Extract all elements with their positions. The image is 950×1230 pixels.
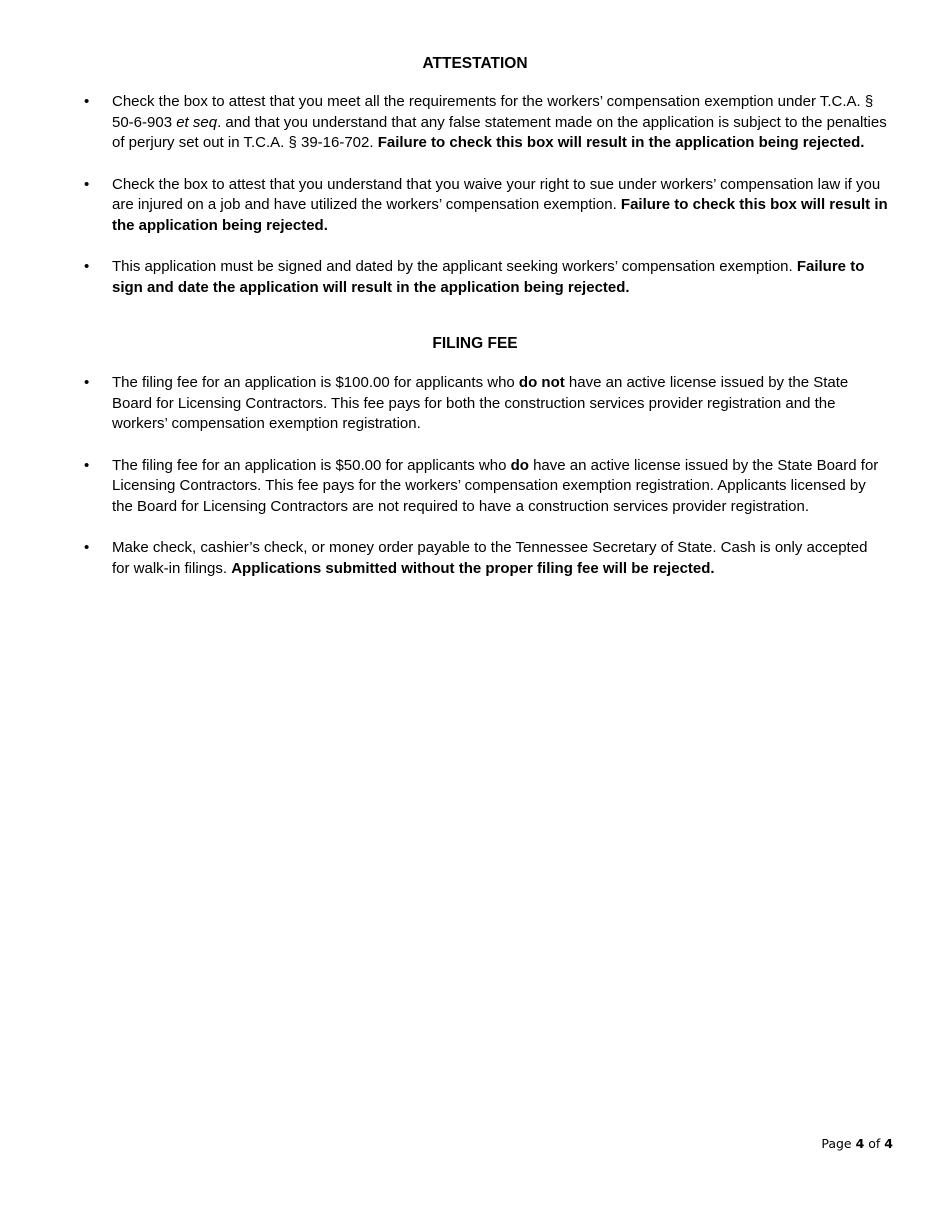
- filing-fee-list: [0, 373, 950, 600]
- attestation-item: • Check the box to attest that you understand that you waive your right to sue under workers’ compensation law if you are injured on a job and have utilized the workers’ compensation exemption. Failure to check this box will result in the application being rejected.: [0, 175, 950, 237]
- page-number: Page 4 of 4: [821, 1136, 893, 1151]
- filing-fee-heading: FILING FEE: [432, 335, 518, 352]
- filing-fee-item: • The filing fee for an application is $50.00 for applicants who do have an active license issued by the State Board for Licensing Contractors. This fee pays for the workers’ compensation exemption registration. Applicants licensed by the Board for Licensing Contractors are not required to have a construction services provider registration.: [0, 456, 950, 518]
- attestation-heading: ATTESTATION: [422, 55, 528, 72]
- attestation-item: • Check the box to attest that you meet all the requirements for the workers’ compensation exemption under T.C.A. § 50-6-903 et seq. and that you understand that any false statement made on the application is subject to the penalties of perjury set out in T.C.A. § 39-16-702. Failure to check this box will result in the application being rejected.: [0, 92, 950, 154]
- filing-fee-item: • The filing fee for an application is $100.00 for applicants who do not have an active license issued by the State Board for Licensing Contractors. This fee pays for both the construction services provider registration and the workers’ compensation exemption registration.: [0, 373, 950, 435]
- filing-fee-item: • Make check, cashier’s check, or money order payable to the Tennessee Secretary of State. Cash is only accepted for walk-in filings. Applications submitted without the proper filing fee will be rejected.: [0, 538, 950, 579]
- attestation-list: [0, 92, 950, 319]
- attestation-item: • This application must be signed and dated by the applicant seeking workers’ compensation exemption. Failure to sign and date the application will result in the application being rejected.: [0, 257, 950, 298]
